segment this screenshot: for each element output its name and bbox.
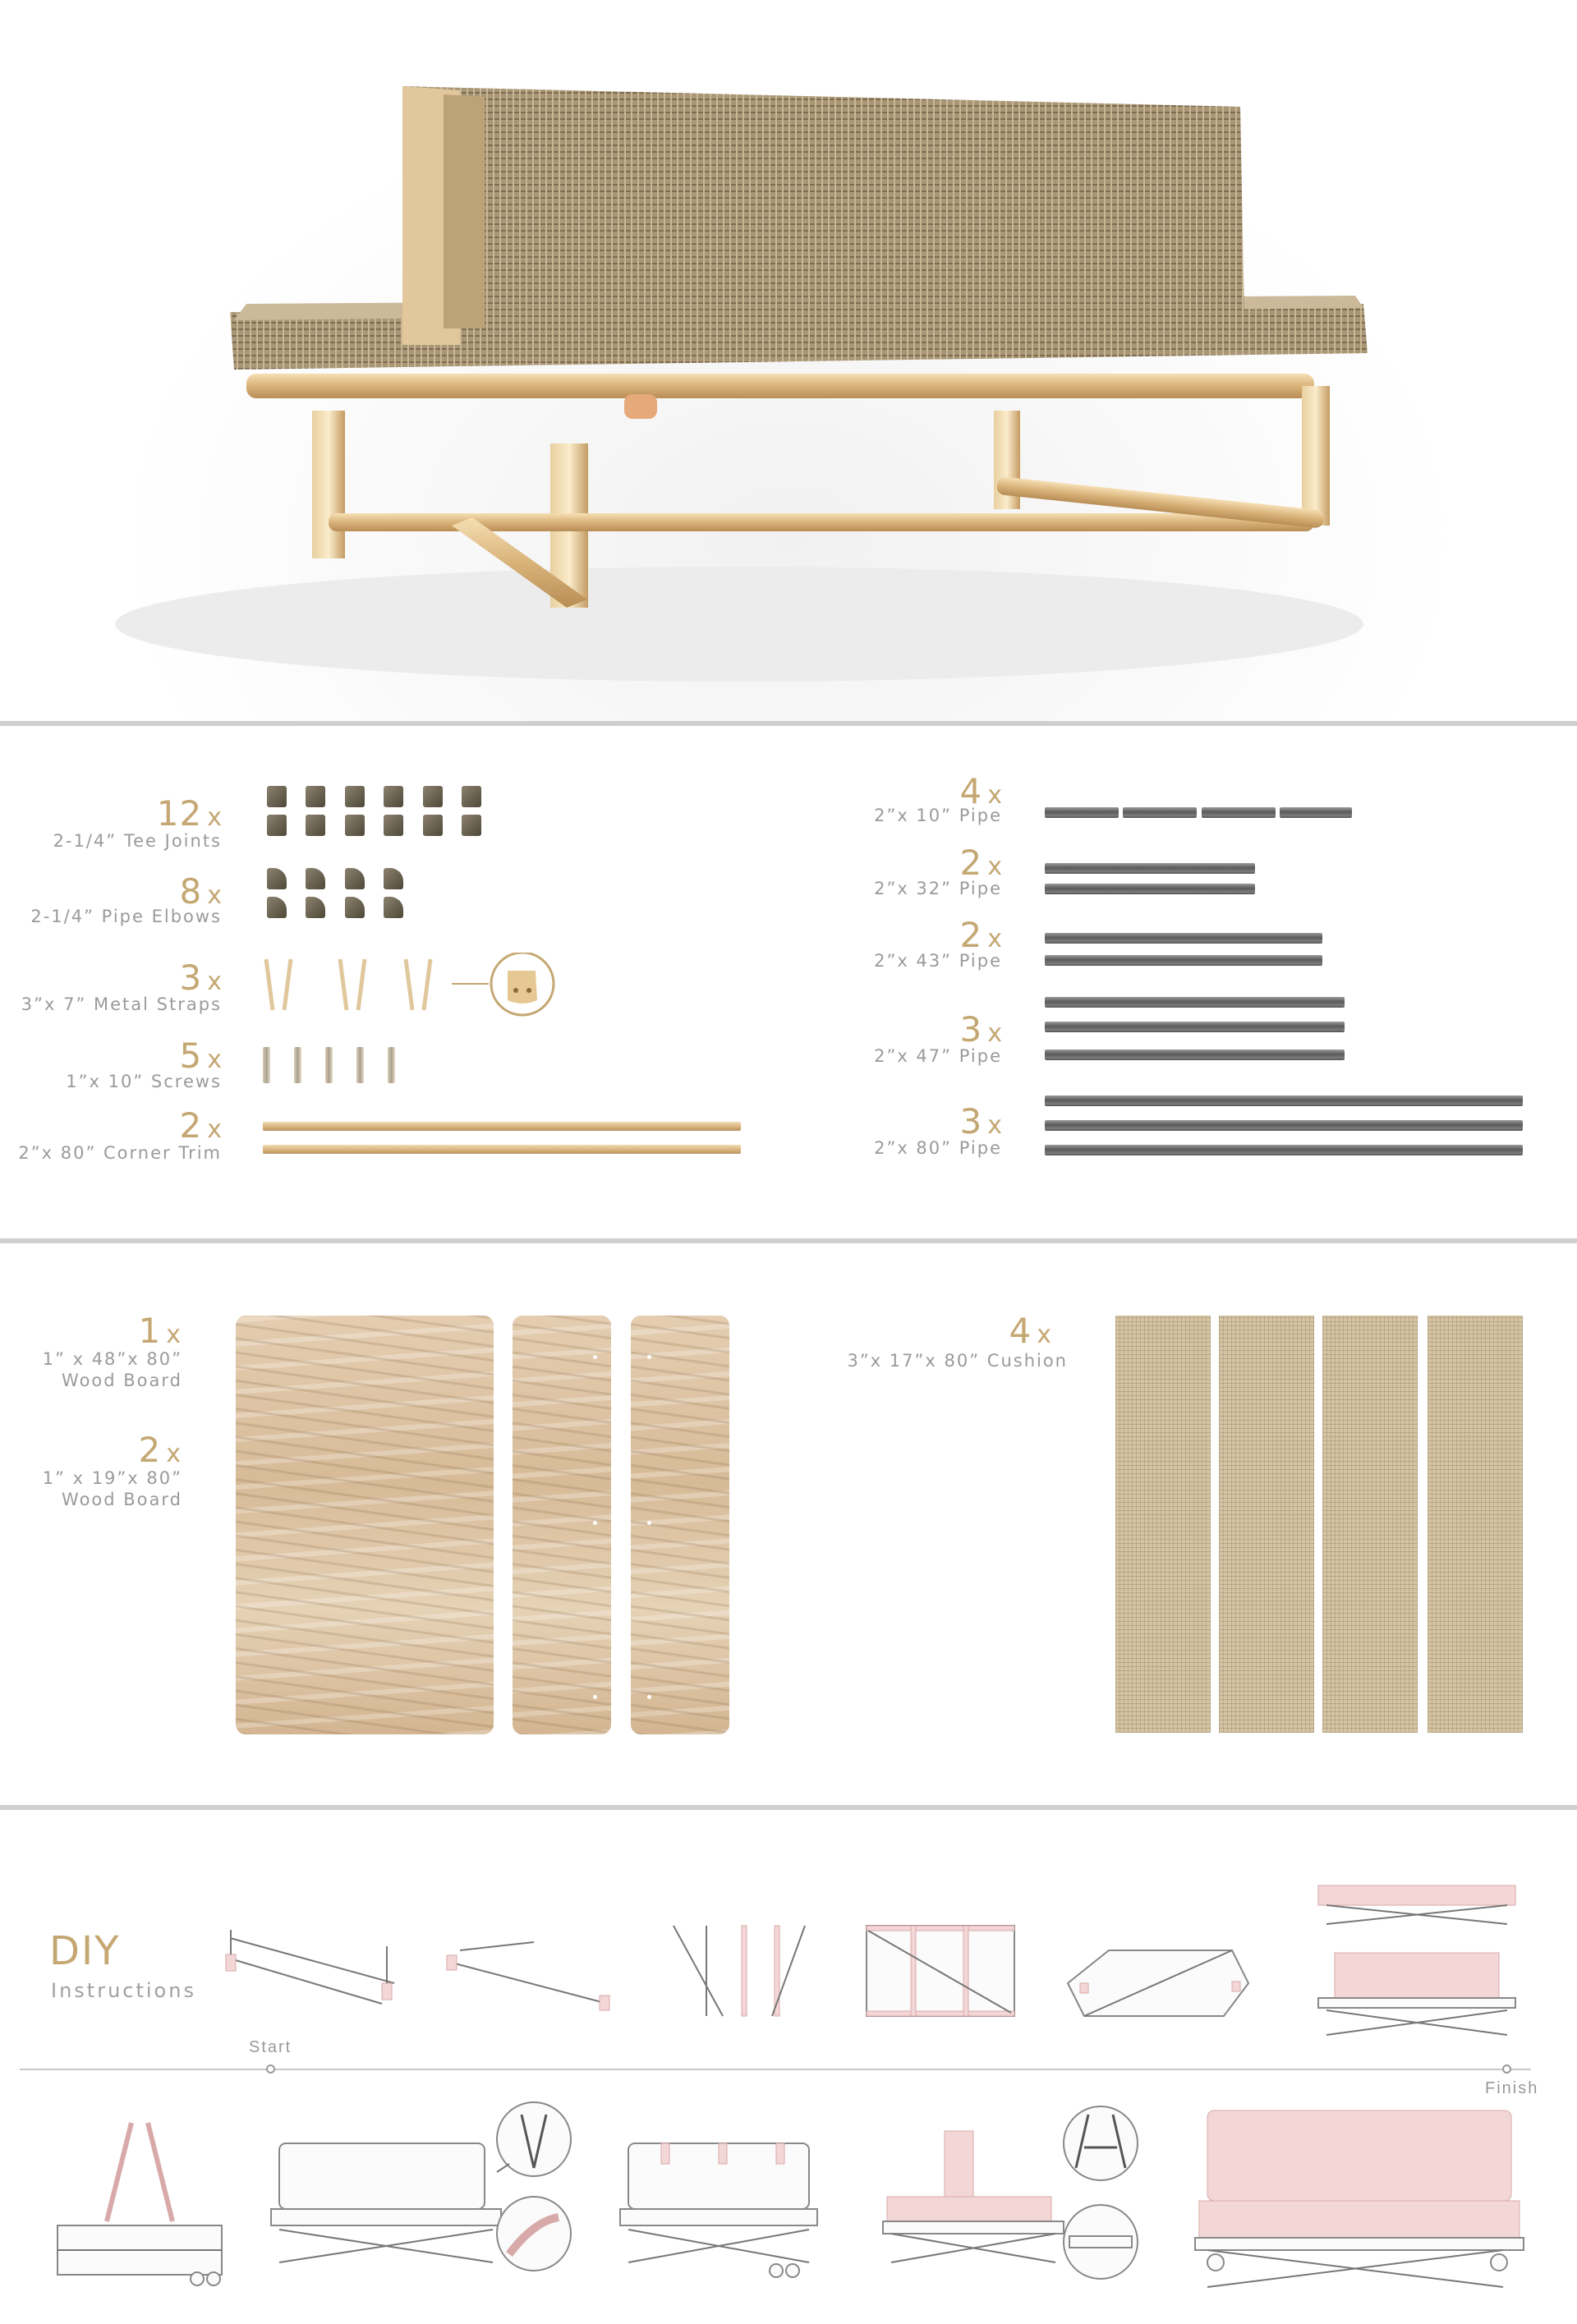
label-pipe-80: 2”x 80” Pipe bbox=[874, 1138, 1002, 1158]
timeline-start-dot bbox=[266, 2065, 275, 2074]
diy-subtitle: Instructions bbox=[51, 1979, 196, 2002]
label-screws: 1”x 10” Screws bbox=[66, 1072, 222, 1091]
wood-board-large bbox=[236, 1316, 494, 1734]
step-1-diagram bbox=[218, 1922, 407, 2012]
step-5-diagram bbox=[1060, 1934, 1257, 2024]
step-9-diagram bbox=[612, 2123, 825, 2295]
label-pipe-elbows: 2-1/4” Pipe Elbows bbox=[30, 907, 222, 926]
section-divider bbox=[0, 1805, 1577, 1810]
step-8-diagram bbox=[263, 2098, 575, 2295]
timeline-line bbox=[20, 2069, 1531, 2070]
step-2-diagram bbox=[435, 1926, 624, 2016]
label-board-19: 1” x 19”x 80” Wood Board bbox=[42, 1468, 182, 1510]
section-divider bbox=[0, 721, 1577, 726]
wood-board-narrow bbox=[631, 1316, 729, 1734]
label-pipe-10: 2”x 10” Pipe bbox=[874, 806, 1002, 825]
step-10-diagram bbox=[879, 2098, 1150, 2295]
step-3-diagram bbox=[657, 1918, 821, 2024]
qty-tee-joints: 12 x bbox=[156, 793, 222, 834]
section-divider bbox=[0, 1238, 1577, 1243]
label-pipe-47: 2”x 47” Pipe bbox=[874, 1046, 1002, 1066]
sofa-hero-render bbox=[0, 0, 1577, 723]
label-board-48: 1” x 48”x 80” Wood Board bbox=[42, 1349, 182, 1391]
label-cushion: 3”x 17”x 80” Cushion bbox=[847, 1351, 1068, 1371]
qty-pipe-32: 2 x bbox=[959, 843, 1002, 883]
label-pipe-32: 2”x 32” Pipe bbox=[874, 879, 1002, 898]
qty-board-19: 2 x bbox=[138, 1430, 181, 1470]
label-tee-joints: 2-1/4” Tee Joints bbox=[53, 831, 222, 851]
sofa-illustration bbox=[0, 0, 1577, 723]
qty-board-48: 1 x bbox=[138, 1311, 181, 1351]
label-corner-trim: 2”x 80” Corner Trim bbox=[18, 1143, 222, 1163]
metal-strap-icon bbox=[255, 953, 567, 1018]
step-11-diagram bbox=[1191, 2102, 1528, 2299]
timeline-start-label: Start bbox=[249, 2038, 292, 2056]
qty-pipe-10: 4 x bbox=[959, 771, 1002, 811]
qty-pipe-43: 2 x bbox=[959, 915, 1002, 955]
qty-pipe-47: 3 x bbox=[959, 1009, 1002, 1049]
step-4-diagram bbox=[858, 1918, 1023, 2024]
step-7-diagram bbox=[49, 2115, 230, 2295]
qty-metal-straps: 3 x bbox=[179, 958, 222, 998]
qty-corner-trim: 2 x bbox=[179, 1105, 222, 1146]
timeline-finish-label: Finish bbox=[1485, 2079, 1539, 2097]
qty-screws: 5 x bbox=[179, 1036, 222, 1076]
qty-cushion: 4 x bbox=[1009, 1311, 1051, 1351]
wood-board-narrow bbox=[513, 1316, 611, 1734]
label-pipe-43: 2”x 43” Pipe bbox=[874, 951, 1002, 971]
label-metal-straps: 3”x 7” Metal Straps bbox=[21, 994, 222, 1014]
qty-pipe-80: 3 x bbox=[959, 1101, 1002, 1141]
diy-title: DIY bbox=[49, 1928, 121, 1974]
timeline-finish-dot bbox=[1502, 2065, 1511, 2074]
qty-pipe-elbows: 8 x bbox=[179, 871, 222, 912]
step-6-diagram bbox=[1310, 1879, 1524, 2043]
